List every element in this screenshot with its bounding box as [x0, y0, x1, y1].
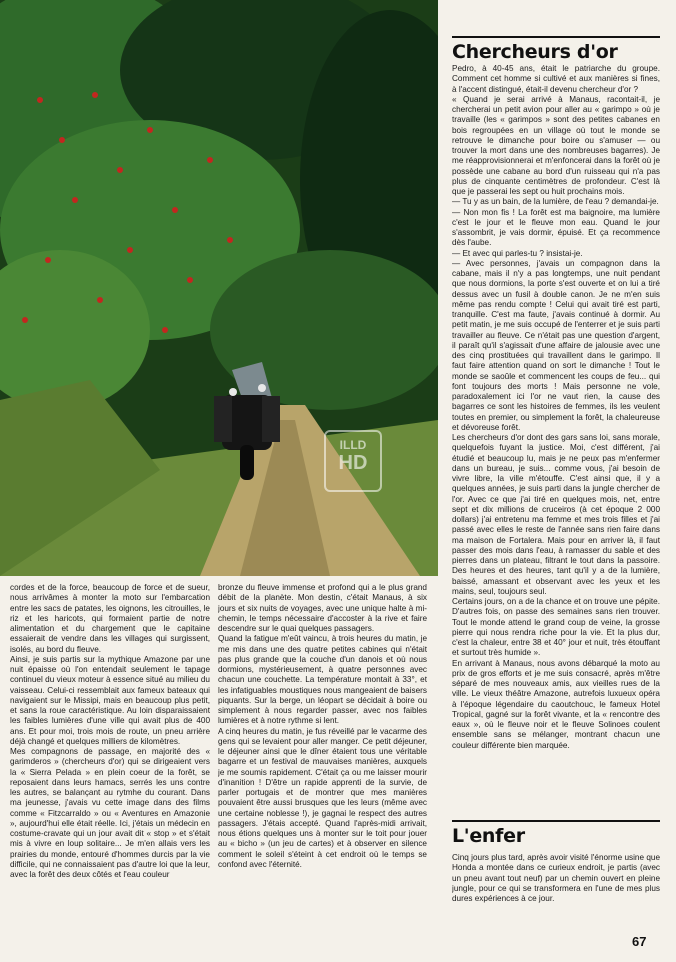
- paragraph: — Non mon fis ! La forêt est ma baignoire, ma lumière c'est le jour et le fleuve mon eau. Quand le jour s'assombrit, je vais dormir, épuisé. Et ça recommence dès l'aube.: [452, 207, 660, 248]
- paragraph: bronze du fleuve immense et profond qui a le plus grand débit de la planète. Mon destin, c'était Manaus, à six jours et six nuits de voyages, avec une unique halte à mi-chemin, le temps nécessaire d'accoster à la rive et faire descendre sur le quai quelques passagers.: [218, 583, 427, 633]
- watermark-line2: HD: [338, 452, 368, 474]
- section-title-text: L'enfer: [452, 825, 525, 847]
- paragraph: Pedro, à 40-45 ans, était le patriarche du groupe. Comment cet homme si cultivé et aux manières si fines, à l'accent distingué, était-il devenu chercheur d'or ?: [452, 64, 660, 94]
- title-rule: [452, 820, 660, 822]
- paragraph: Mes compagnons de passage, en majorité des « garimderos » (chercheurs d'or) qui se dirigeaient vers la « Sierra Pelada » en plein coeur de la forêt, se reposaient dans leurs hamacs, serrés les uns contre les autres, se balançant au rytmhe du courant. Dans ma jeunesse, j'avais vu cette image dans des films comme « Fitzcarraldo » ou « Aventures en Amazonie », aujourd'hui elle était réelle. Ici, j'étais un médecin en costume-cravate qui un jour avait dit « stop » et s'était mis à vivre en loup solitaire... Je m'en allais vers les prairies du monde, entouré d'hommes durcis par la vie difficile, qui ne connaissaient pas d'autre loi que la leur, avec la forêt des deux côtés et l'eau couleur: [10, 747, 210, 879]
- paragraph: — Et avec qui parles-tu ? insistai-je.: [452, 248, 583, 258]
- section-title-enfer: [452, 820, 660, 847]
- title-rule: [452, 36, 660, 38]
- article-column-left: [10, 583, 210, 957]
- page-number: 67: [632, 934, 647, 949]
- paragraph: « Quand je serai arrivé à Manaus, racontait-il, je chercherai un petit avion pour aller au « garimpo » où je travaille (les « garimpos » sont des petites cabanes en bois regroupées en un village où tout le monde se retrouve le dimanche pour boire ou s'amuser — ou trouver la mort dans une des nombreuses bagarres). Je me réapprovisionnerai et m'enfoncerai dans la forêt où je possède une cabane au bord d'un ruisseau qui n'a pas plus de cinquante centimètres de profondeur. C'est là que je passerai les sept ou huit prochains mois.: [452, 94, 660, 196]
- section-title-text: Chercheurs d'or: [452, 41, 618, 63]
- paragraph: A cinq heures du matin, je fus réveillé par le vacarme des gens qui se levaient pour aller manger. Ce petit déjeuner, le déjeuner ainsi que le dîner étaient tous une véritable bagarre et un festival de mauvaises manières, auxquels je me soumis rapidement. C'était ça ou me laisser mourir d'inanition ! D'être un rapide apprenti de la survie, de parler portugais et de montrer que mes manières pouvaient être aussi brusques que les leurs (même avec une certaine noblesse !), je gagnai le respect des autres passagers. J'étais accepté. Quand l'après-midi arrivait, nous étions quelques uns à monter sur le toit pour jouer au « bicho » (un jeu de cartes) et à observer en silence comment le soleil s'éteint à cet endroit où le temps se confond avec l'éternité.: [218, 726, 427, 869]
- paragraph: — Tu y as un bain, de la lumière, de l'eau ? demandai-je.: [452, 197, 659, 207]
- paragraph: Cinq jours plus tard, après avoir visité l'énorme usine que Honda a montée dans ce curieux endroit, je partis (avec un pneu avant tout neuf) par un chemin ouvert en pleine jungle, pour ce qui se transformera en l'une de mes plus dures expériences à ce jour.: [452, 853, 660, 903]
- paragraph: — Avec personnes, j'avais un compagnon dans la cabane, mais il n'y a pas longtemps, une nuit pendant que nous dormions, la porte s'est ouverte et on lui a tiré dessus avec un fusil à double canon. Je ne m'en suis même pas rendu compte ! Celui qui avait tiré est parti, tranquille. C'est ma faute, j'avais continué à dormir. Au petit matin, je me suis occupé de l'enterrer et je suis parti travailler au fleuve. Ce n'était pas une question d'argent, il paraît qu'il s'agissait d'une affaire de jalousie avec une des cinq prostituées qui travaillent dans le garimpo. Il faut faire attention quand on sort le dimanche ! Tout le monde se saoûle et commencent les coups de feu... qui font toujours des morts ! Mais personne ne vole, paradoxalement ici l'or ne vaut rien, la cause des bagarres ce sont les histoires de femmes, ils les veulent toutes en premier, ou simplement la forêt, la chaleureuse et dévoreuse forêt.: [452, 258, 660, 432]
- paragraph: Certains jours, on a de la chance et on trouve une pépite. D'autres fois, on passe des semaines sans rien trouver. Tout le monde attend le grand coup de veine, la grosse pierre qui nous rendra riche pour la vie. Et la plus dur, c'est la chaleur, entre 38 et 40° jour et nuit, très étouffant et surtout très humide ».: [452, 597, 660, 658]
- article-column-right: [452, 64, 660, 813]
- paragraph: Ainsi, je suis partis sur la mythique Amazone par une nuit épaisse où l'on entendait seulement le tapage continuel du vieux moteur à essence situé au milieu du vaisseau. Celui-ci ressemblait aux fameux bateaux qui navigaient sur le Missipi, mais en beaucoup plus petit, et sans la roue caractéristique. Au loin disparaissaient les faibles lumières d'une ville qui avait plus de 400 ans. Et pour moi, trois mois de route, un pneu arrière déjà changé et quelques milliers de kilomètres.: [10, 654, 210, 746]
- article-column-enfer: [452, 853, 660, 925]
- section-title-chercheurs: [452, 36, 660, 63]
- article-column-middle: [218, 583, 427, 957]
- paragraph: Quand la fatigue m'eût vaincu, à trois heures du matin, je me mis dans une des quatre petites cabines qui n'était pas plus grande que la couche d'un danois et où nous dormions, mystérieusement, à quatre personnes avec chacun une couchette. La température montait à 33°, et les infatiguables moustiques nous mangeaient de baisers piquants. Sur la berge, un léopart se décidait à boire ou simplement à nous regarder passer, avec nos faibles lumières et à notre rythme si lent.: [218, 634, 427, 726]
- jungle-road-photo: [0, 0, 438, 576]
- watermark-line1: ILLD: [339, 438, 367, 452]
- paragraph: En arrivant à Manaus, nous avons débarqué la moto au prix de gros efforts et je me suis consacré, après m'être séparé de mes nouveaux amis, aux vieilles rues de la ville. Le vieux théâtre Amazone, autrefois luxueux opéra à l'époque légendaire du caoutchouc, le fameux Hotel Tropical, gagné sur la forêt vivante, et la « rencontre des eaux », où le fleuve noir et le fleuve Solinoes coulent ensemble sans se mélanger, montrant chacun une couleur différente bien marquée.: [452, 658, 660, 750]
- watermark-logo: [324, 430, 382, 492]
- paragraph: cordes et de la force, beaucoup de force et de sueur, nous arrivâmes à monter la moto sur l'embarcation entre les sacs de patates, les oignons, les citrouilles, le riz et les haricots, qui formaient partie de notre alimentation et du chargement que le capitaine essaierait de vendre dans les villages qui surgissent, isolés, au bord du fleuve.: [10, 583, 210, 654]
- paragraph: Les chercheurs d'or dont des gars sans loi, sans morale, quelquefois fuyant la justice. Moi, c'est différent, j'ai étudié et beaucoup lu, mais je ne peux pas m'enfermer dans un bureau, je suis... comme vous, j'ai besoin de vivre libre, la ville m'étouffe. C'est ainsi que, il y a quelques années, je suis parti dans la jungle chercher de l'or. Avec ce que j'ai tiré en quelques mois, net, entre sept et dix millions de cruceiros (à cet époque 2 000 dollars) j'ai entretenu ma femme et mes trois filles et j'ai passé avec elles le reste de l'année sans rien faire dans ma maison de Fortalera. Mais pour en arriver là, il faut passer des mois dans l'eau, à ramasser du sable et des pierres dans un plateau, filtrant le tout dans la passoire. Des heures et des heures, tant qu'il y a de la lumière, baissé, amassant et observant avec les yeux et les mains, seul, toujours seul.: [452, 433, 660, 596]
